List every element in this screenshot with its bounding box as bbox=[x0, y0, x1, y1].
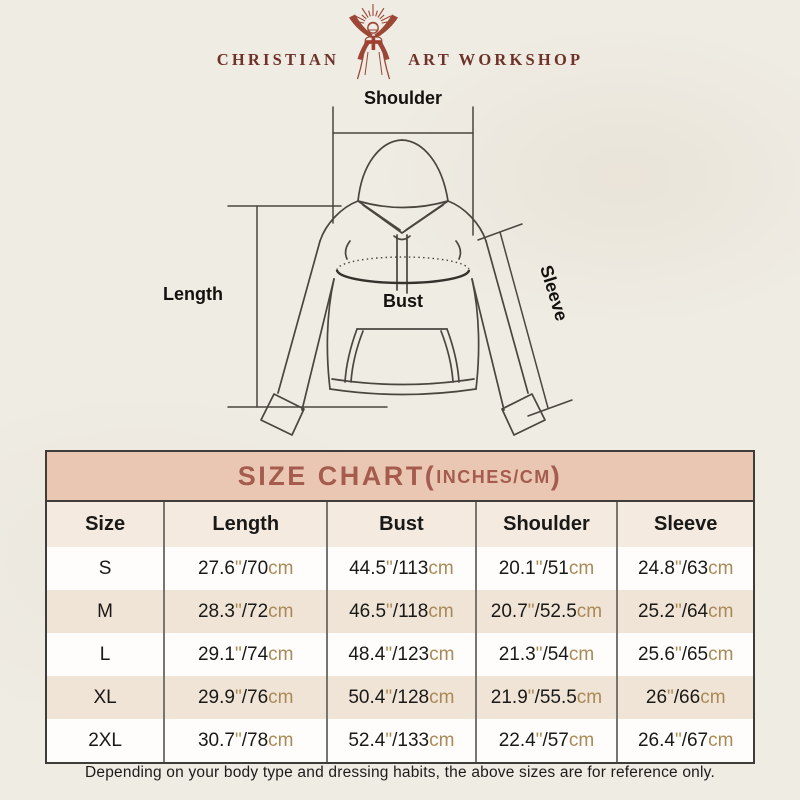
value-text: 63 bbox=[686, 557, 709, 579]
value-text: 78 bbox=[247, 729, 269, 751]
unit-text: " bbox=[234, 557, 242, 579]
value-text: / bbox=[534, 686, 540, 708]
size-chart-title-paren-close: ) bbox=[550, 460, 563, 491]
value-text: 70 bbox=[247, 557, 269, 579]
unit-text: " bbox=[527, 686, 535, 708]
unit-text: " bbox=[674, 600, 682, 622]
value-text: 64 bbox=[686, 600, 709, 622]
length-cell bbox=[164, 633, 327, 676]
unit-text: cm bbox=[268, 729, 294, 751]
bust-cell bbox=[327, 633, 475, 676]
unit-text: " bbox=[674, 643, 682, 665]
value-text: / bbox=[392, 686, 398, 708]
unit-text: " bbox=[674, 729, 682, 751]
unit-text: cm bbox=[429, 729, 455, 751]
jesus-figure-icon bbox=[326, 4, 421, 84]
table-row bbox=[47, 676, 753, 719]
table-row bbox=[47, 719, 753, 762]
value-text: / bbox=[681, 600, 687, 622]
sleeve-cell bbox=[617, 590, 753, 633]
value-text: M bbox=[97, 600, 113, 622]
measurement-lines bbox=[228, 107, 572, 416]
size-cell bbox=[47, 676, 164, 719]
value-text: 74 bbox=[247, 643, 269, 665]
sleeve-cell bbox=[617, 676, 753, 719]
unit-text: cm bbox=[576, 686, 603, 708]
sleeve-cell bbox=[617, 547, 753, 590]
value-text: 25.6 bbox=[637, 643, 675, 665]
value-text: 123 bbox=[397, 643, 430, 665]
size-chart-title-paren-open: ( bbox=[424, 460, 437, 491]
value-text: XL bbox=[93, 686, 117, 708]
sleeve-cell bbox=[617, 633, 753, 676]
diagram-label-sleeve: Sleeve bbox=[536, 262, 572, 324]
unit-text: cm bbox=[429, 686, 455, 708]
bust-cell bbox=[327, 676, 475, 719]
unit-text: " bbox=[385, 686, 393, 708]
shoulder-cell bbox=[476, 633, 618, 676]
unit-text: cm bbox=[428, 600, 454, 622]
diagram-label-length: Length bbox=[163, 284, 223, 304]
unit-text: " bbox=[234, 729, 242, 751]
length-cell bbox=[164, 590, 327, 633]
size-cell bbox=[47, 590, 164, 633]
value-text: 52.4 bbox=[348, 729, 386, 751]
table-row bbox=[47, 547, 753, 590]
value-text: 25.2 bbox=[637, 600, 675, 622]
unit-text: " bbox=[386, 600, 393, 622]
size-table-body bbox=[47, 547, 753, 762]
value-text: 57 bbox=[547, 729, 569, 751]
value-text: 29.1 bbox=[197, 643, 235, 665]
value-text: 76 bbox=[247, 686, 269, 708]
unit-text: cm bbox=[700, 686, 726, 708]
value-text: / bbox=[534, 600, 540, 622]
value-text: 55.5 bbox=[539, 686, 577, 708]
bust-cell bbox=[327, 590, 475, 633]
value-text: 54 bbox=[547, 643, 569, 665]
value-text: / bbox=[241, 557, 247, 579]
value-text: / bbox=[542, 729, 548, 751]
value-text: 133 bbox=[397, 729, 430, 751]
value-text: 2XL bbox=[88, 729, 122, 751]
value-text: 72 bbox=[247, 600, 269, 622]
brand-name-left: CHRISTIAN bbox=[216, 50, 340, 69]
unit-text: " bbox=[386, 557, 393, 579]
table-row bbox=[47, 590, 753, 633]
value-text: 118 bbox=[398, 600, 429, 622]
unit-text: cm bbox=[568, 643, 595, 665]
hoodie-outline bbox=[261, 140, 545, 435]
value-text: / bbox=[392, 600, 399, 622]
size-chart-title bbox=[47, 452, 753, 502]
halo-rays bbox=[355, 4, 391, 23]
value-text: 26.4 bbox=[637, 729, 675, 751]
size-cell bbox=[47, 633, 164, 676]
unit-text: cm bbox=[568, 557, 595, 579]
value-text: / bbox=[392, 729, 398, 751]
unit-text: cm bbox=[708, 557, 734, 579]
value-text: 21.3 bbox=[498, 643, 536, 665]
value-text: 48.4 bbox=[348, 643, 386, 665]
unit-text: " bbox=[535, 557, 543, 579]
unit-text: cm bbox=[268, 600, 294, 622]
brand-name-right: ART WORKSHOP bbox=[408, 50, 584, 69]
value-text: / bbox=[241, 600, 247, 622]
unit-text: " bbox=[674, 557, 682, 579]
size-chart-title-main: SIZE CHART bbox=[237, 460, 425, 491]
value-text: 21.9 bbox=[490, 686, 528, 708]
value-text: / bbox=[241, 643, 247, 665]
column-header-size: Size bbox=[47, 502, 164, 547]
value-text: S bbox=[98, 557, 112, 579]
value-text: 128 bbox=[397, 686, 430, 708]
value-text: 52.5 bbox=[539, 600, 577, 622]
value-text: 66 bbox=[679, 686, 701, 708]
bust-line-solid bbox=[337, 270, 469, 283]
value-text: / bbox=[542, 643, 548, 665]
shoulder-cell bbox=[476, 547, 618, 590]
value-text: 20.7 bbox=[490, 600, 528, 622]
size-table bbox=[47, 502, 753, 762]
length-cell bbox=[164, 676, 327, 719]
value-text: 46.5 bbox=[349, 600, 387, 622]
size-cell bbox=[47, 719, 164, 762]
unit-text: " bbox=[385, 643, 393, 665]
bust-cell bbox=[327, 719, 475, 762]
shoulder-cell bbox=[476, 590, 618, 633]
hoodie-measurement-diagram bbox=[150, 83, 650, 445]
column-header-sleeve: Sleeve bbox=[617, 502, 753, 547]
value-text: / bbox=[542, 557, 548, 579]
footer-note: Depending on your body type and dressing habits, the above sizes are for reference only. bbox=[85, 764, 715, 781]
unit-text: " bbox=[535, 643, 543, 665]
unit-text: cm bbox=[708, 600, 734, 622]
value-text: 44.5 bbox=[349, 557, 387, 579]
unit-text: " bbox=[234, 686, 242, 708]
unit-text: cm bbox=[268, 643, 294, 665]
shoulder-cell bbox=[476, 676, 618, 719]
unit-text: " bbox=[234, 600, 242, 622]
size-chart-title-unit: INCHES/CM bbox=[436, 467, 551, 487]
value-text: 27.6 bbox=[197, 557, 235, 579]
value-text: 113 bbox=[398, 557, 429, 579]
value-text: / bbox=[673, 686, 680, 708]
bust-cell bbox=[327, 547, 475, 590]
value-text: 29.9 bbox=[197, 686, 235, 708]
size-cell bbox=[47, 547, 164, 590]
value-text: L bbox=[99, 643, 111, 665]
length-cell bbox=[164, 719, 327, 762]
unit-text: " bbox=[385, 729, 393, 751]
unit-text: cm bbox=[568, 729, 595, 751]
brand-logo bbox=[0, 4, 800, 84]
value-text: 22.4 bbox=[498, 729, 536, 751]
value-text: 30.7 bbox=[197, 729, 235, 751]
column-header-bust: Bust bbox=[327, 502, 475, 547]
diagram-label-shoulder: Shoulder bbox=[363, 88, 443, 108]
unit-text: " bbox=[535, 729, 543, 751]
value-text: / bbox=[241, 729, 247, 751]
unit-text: cm bbox=[268, 686, 294, 708]
value-text: / bbox=[241, 686, 247, 708]
value-text: 51 bbox=[547, 557, 569, 579]
value-text: 20.1 bbox=[498, 557, 536, 579]
value-text: 24.8 bbox=[637, 557, 675, 579]
shoulder-cell bbox=[476, 719, 618, 762]
unit-text: cm bbox=[576, 600, 603, 622]
column-header-shoulder: Shoulder bbox=[476, 502, 618, 547]
unit-text: cm bbox=[708, 729, 734, 751]
unit-text: cm bbox=[708, 643, 734, 665]
table-header-row bbox=[47, 502, 753, 547]
table-row bbox=[47, 633, 753, 676]
unit-text: " bbox=[667, 686, 674, 708]
length-cell bbox=[164, 547, 327, 590]
value-text: 67 bbox=[686, 729, 709, 751]
unit-text: " bbox=[527, 600, 535, 622]
value-text: 28.3 bbox=[197, 600, 235, 622]
value-text: 65 bbox=[686, 643, 709, 665]
unit-text: " bbox=[234, 643, 242, 665]
unit-text: cm bbox=[428, 557, 454, 579]
value-text: 50.4 bbox=[348, 686, 386, 708]
column-header-length: Length bbox=[164, 502, 327, 547]
value-text: / bbox=[681, 557, 687, 579]
value-text: / bbox=[681, 643, 687, 665]
sleeve-cell bbox=[617, 719, 753, 762]
value-text: / bbox=[392, 643, 398, 665]
value-text: / bbox=[392, 557, 399, 579]
value-text: / bbox=[681, 729, 687, 751]
value-text: 26 bbox=[645, 686, 668, 708]
unit-text: cm bbox=[429, 643, 455, 665]
unit-text: cm bbox=[268, 557, 294, 579]
size-chart bbox=[45, 450, 755, 764]
bust-line-dotted bbox=[337, 257, 469, 270]
diagram-label-bust: Bust bbox=[383, 291, 423, 311]
